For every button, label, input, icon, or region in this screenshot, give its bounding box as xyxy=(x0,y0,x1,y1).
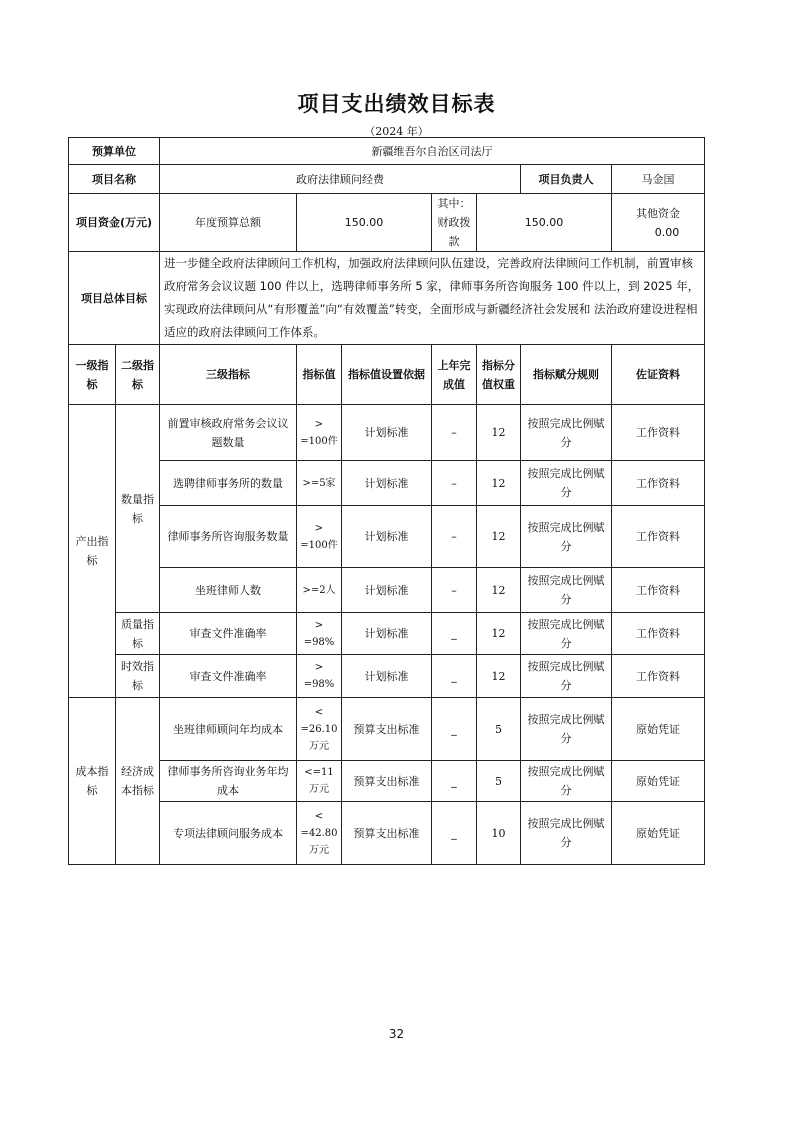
budget-unit-label: 预算单位 xyxy=(69,138,160,165)
last-year-cell: _ xyxy=(432,655,477,698)
weight-cell: 12 xyxy=(477,655,521,698)
evidence-cell: 工作资料 xyxy=(612,655,705,698)
level1-output: 产出指标 xyxy=(69,405,116,698)
level3-cell: 专项法律顾问服务成本 xyxy=(160,802,297,865)
basis-cell: 计划标准 xyxy=(342,405,432,461)
project-leader-value: 马金国 xyxy=(612,165,705,194)
rule-cell: 按照完成比例赋分 xyxy=(521,698,612,761)
weight-cell: 5 xyxy=(477,761,521,802)
col-level1-header: 一级指标 xyxy=(69,345,116,405)
last-year-cell: – xyxy=(432,461,477,506)
fiscal-funds-value: 150.00 xyxy=(477,194,612,252)
value-cell: > =100件 xyxy=(297,506,342,568)
col-level2-header: 二级指标 xyxy=(116,345,160,405)
budget-unit-value: 新疆维吾尔自治区司法厅 xyxy=(160,138,705,165)
evidence-cell: 工作资料 xyxy=(612,568,705,613)
project-name-label: 项目名称 xyxy=(69,165,160,194)
value-cell: > =98% xyxy=(297,655,342,698)
col-evidence-header: 佐证资料 xyxy=(612,345,705,405)
col-basis-header: 指标值设置依据 xyxy=(342,345,432,405)
col-rule-header: 指标赋分规则 xyxy=(521,345,612,405)
basis-cell: 计划标准 xyxy=(342,461,432,506)
overall-goal-label: 项目总体目标 xyxy=(69,252,160,345)
level2-economic-cost: 经济成本指标 xyxy=(116,698,160,865)
evidence-cell: 工作资料 xyxy=(612,506,705,568)
rule-cell: 按照完成比例赋分 xyxy=(521,506,612,568)
rule-cell: 按照完成比例赋分 xyxy=(521,405,612,461)
weight-cell: 5 xyxy=(477,698,521,761)
annual-budget-label: 年度预算总额 xyxy=(160,194,297,252)
level3-cell: 前置审核政府常务会议议题数量 xyxy=(160,405,297,461)
page-title: 项目支出绩效目标表 xyxy=(297,92,496,116)
last-year-cell: – xyxy=(432,405,477,461)
last-year-cell: _ xyxy=(432,613,477,655)
level3-cell: 坐班律师人数 xyxy=(160,568,297,613)
level2-quantity: 数量指标 xyxy=(116,405,160,613)
level2-quality: 质量指标 xyxy=(116,613,160,655)
last-year-cell: _ xyxy=(432,761,477,802)
project-leader-label: 项目负责人 xyxy=(521,165,612,194)
basis-cell: 计划标准 xyxy=(342,655,432,698)
weight-cell: 12 xyxy=(477,506,521,568)
value-cell: > =100件 xyxy=(297,405,342,461)
col-level3-header: 三级指标 xyxy=(160,345,297,405)
level3-cell: 选聘律师事务所的数量 xyxy=(160,461,297,506)
evidence-cell: 原始凭证 xyxy=(612,802,705,865)
level3-cell: 审查文件准确率 xyxy=(160,655,297,698)
col-weight-header: 指标分值权重 xyxy=(477,345,521,405)
project-funds-label: 项目资金(万元) xyxy=(69,194,160,252)
basis-cell: 预算支出标准 xyxy=(342,698,432,761)
page-number: 32 xyxy=(388,1027,405,1041)
value-cell: < =26.10万元 xyxy=(297,698,342,761)
value-cell: > =98% xyxy=(297,613,342,655)
weight-cell: 12 xyxy=(477,613,521,655)
year-label: （2024 年） xyxy=(364,125,429,138)
other-funds-cell xyxy=(612,194,705,252)
rule-cell: 按照完成比例赋分 xyxy=(521,761,612,802)
other-funds-label: 其他资金 xyxy=(636,206,681,220)
value-cell: >=5家 xyxy=(297,461,342,506)
weight-cell: 10 xyxy=(477,802,521,865)
rule-cell: 按照完成比例赋分 xyxy=(521,655,612,698)
annual-budget-value: 150.00 xyxy=(297,194,432,252)
level3-cell: 坐班律师顾问年均成本 xyxy=(160,698,297,761)
weight-cell: 12 xyxy=(477,405,521,461)
fiscal-funds-label: 其中：财政拨款 xyxy=(432,194,477,252)
weight-cell: 12 xyxy=(477,461,521,506)
rule-cell: 按照完成比例赋分 xyxy=(521,802,612,865)
overall-goal-text: 进一步健全政府法律顾问工作机构，加强政府法律顾问队伍建设，完善政府法律顾问工作机制，前置审核政府常务会议议题 100 件以上，选聘律师事务所 5 家，律师事务所咨询服务 100 件以上，到 2025 年，实现政府法律顾问从“有形覆盖”向“有效覆盖”转变，全面形成与新疆经济社会发展和 法治政府建设进程相适应的政府法律顾问工作体系。 xyxy=(160,252,705,345)
performance-table xyxy=(68,137,705,865)
last-year-cell: _ xyxy=(432,802,477,865)
basis-cell: 计划标准 xyxy=(342,613,432,655)
rule-cell: 按照完成比例赋分 xyxy=(521,613,612,655)
basis-cell: 预算支出标准 xyxy=(342,802,432,865)
value-cell: <=11万元 xyxy=(297,761,342,802)
rule-cell: 按照完成比例赋分 xyxy=(521,461,612,506)
evidence-cell: 工作资料 xyxy=(612,461,705,506)
level3-cell: 审查文件准确率 xyxy=(160,613,297,655)
last-year-cell: – xyxy=(432,568,477,613)
col-value-header: 指标值 xyxy=(297,345,342,405)
col-last-year-header: 上年完成值 xyxy=(432,345,477,405)
basis-cell: 计划标准 xyxy=(342,568,432,613)
evidence-cell: 原始凭证 xyxy=(612,761,705,802)
last-year-cell: _ xyxy=(432,698,477,761)
weight-cell: 12 xyxy=(477,568,521,613)
value-cell: < =42.80万元 xyxy=(297,802,342,865)
other-funds-value: 0.00 xyxy=(654,225,680,239)
last-year-cell: – xyxy=(432,506,477,568)
evidence-cell: 工作资料 xyxy=(612,613,705,655)
value-cell: >=2人 xyxy=(297,568,342,613)
level3-cell: 律师事务所咨询业务年均成本 xyxy=(160,761,297,802)
evidence-cell: 原始凭证 xyxy=(612,698,705,761)
rule-cell: 按照完成比例赋分 xyxy=(521,568,612,613)
evidence-cell: 工作资料 xyxy=(612,405,705,461)
level2-timeliness: 时效指标 xyxy=(116,655,160,698)
basis-cell: 计划标准 xyxy=(342,506,432,568)
basis-cell: 预算支出标准 xyxy=(342,761,432,802)
project-name-value: 政府法律顾问经费 xyxy=(160,165,521,194)
level1-cost: 成本指标 xyxy=(69,698,116,865)
level3-cell: 律师事务所咨询服务数量 xyxy=(160,506,297,568)
